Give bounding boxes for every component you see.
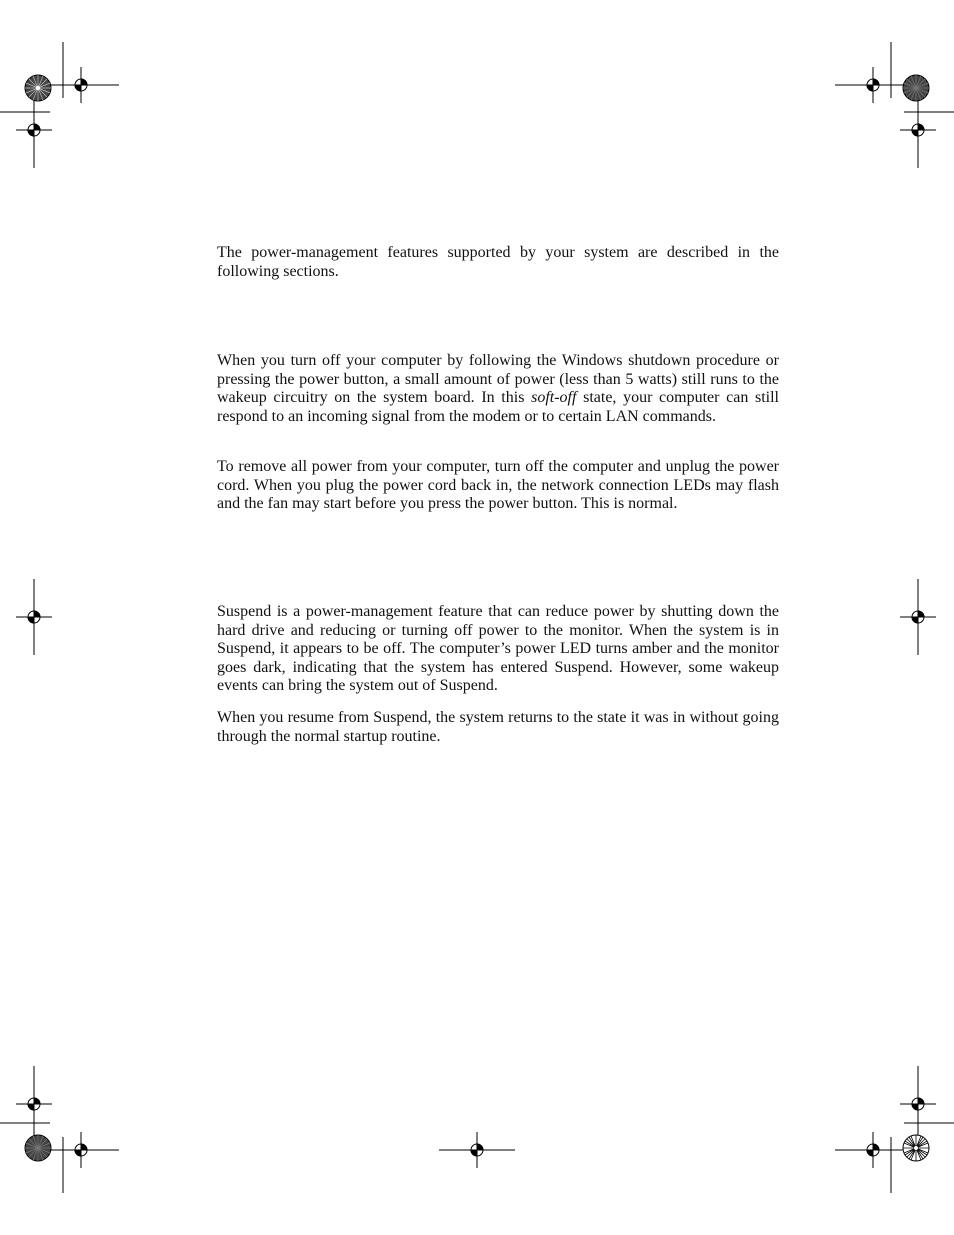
soft-off-text-end: state, your computer can still respond to an incoming signal from the modem or to certain LAN commands. [217,389,780,425]
registration-target-icon [43,67,119,103]
soft-off-text-start: When you turn off your computer by following the Windows shutdown procedure or pressing the power button, a small amount of power (less than 5 watts) still runs to the wakeup circuitry on the system board. In this [217,352,779,407]
soft-off-paragraph [217,352,779,426]
starburst-target-icon [25,75,51,101]
registration-target-icon [835,1132,911,1168]
registration-target-icon [835,67,911,103]
registration-target-icon [439,1132,515,1168]
starburst-target-icon [903,75,929,101]
resume-paragraph: When you resume from Suspend, the system returns to the state it was in without going through the normal startup routine. [217,709,779,745]
remove-power-paragraph: To remove all power from your computer, turn off the computer and unplug the power cord. When you plug the power cord back in, the network connection LEDs may flash and the fan may start before you press the power button. This is normal. [217,458,779,513]
registration-target-icon [16,92,52,168]
registration-target-icon [43,1132,119,1168]
starburst-target-icon [903,1135,929,1161]
registration-target-icon [900,1066,936,1142]
registration-target-icon [16,1066,52,1142]
soft-off-term: soft-off [531,389,577,407]
suspend-paragraph: Suspend is a power-management feature that can reduce power by shutting down the hard drive and reducing or turning off power to the monitor. When the system is in Suspend, it appears to be off. The computer’s power LED turns amber and the monitor goes dark, indicating that the system has entered Suspend. However, some wakeup events can bring the system out of Suspend. [217,603,779,695]
registration-target-icon [16,579,52,655]
starburst-target-icon [25,1135,51,1161]
registration-target-icon [900,92,936,168]
registration-target-icon [900,579,936,655]
intro-paragraph: The power-management features supported by your system are described in the following sections. [217,244,779,280]
